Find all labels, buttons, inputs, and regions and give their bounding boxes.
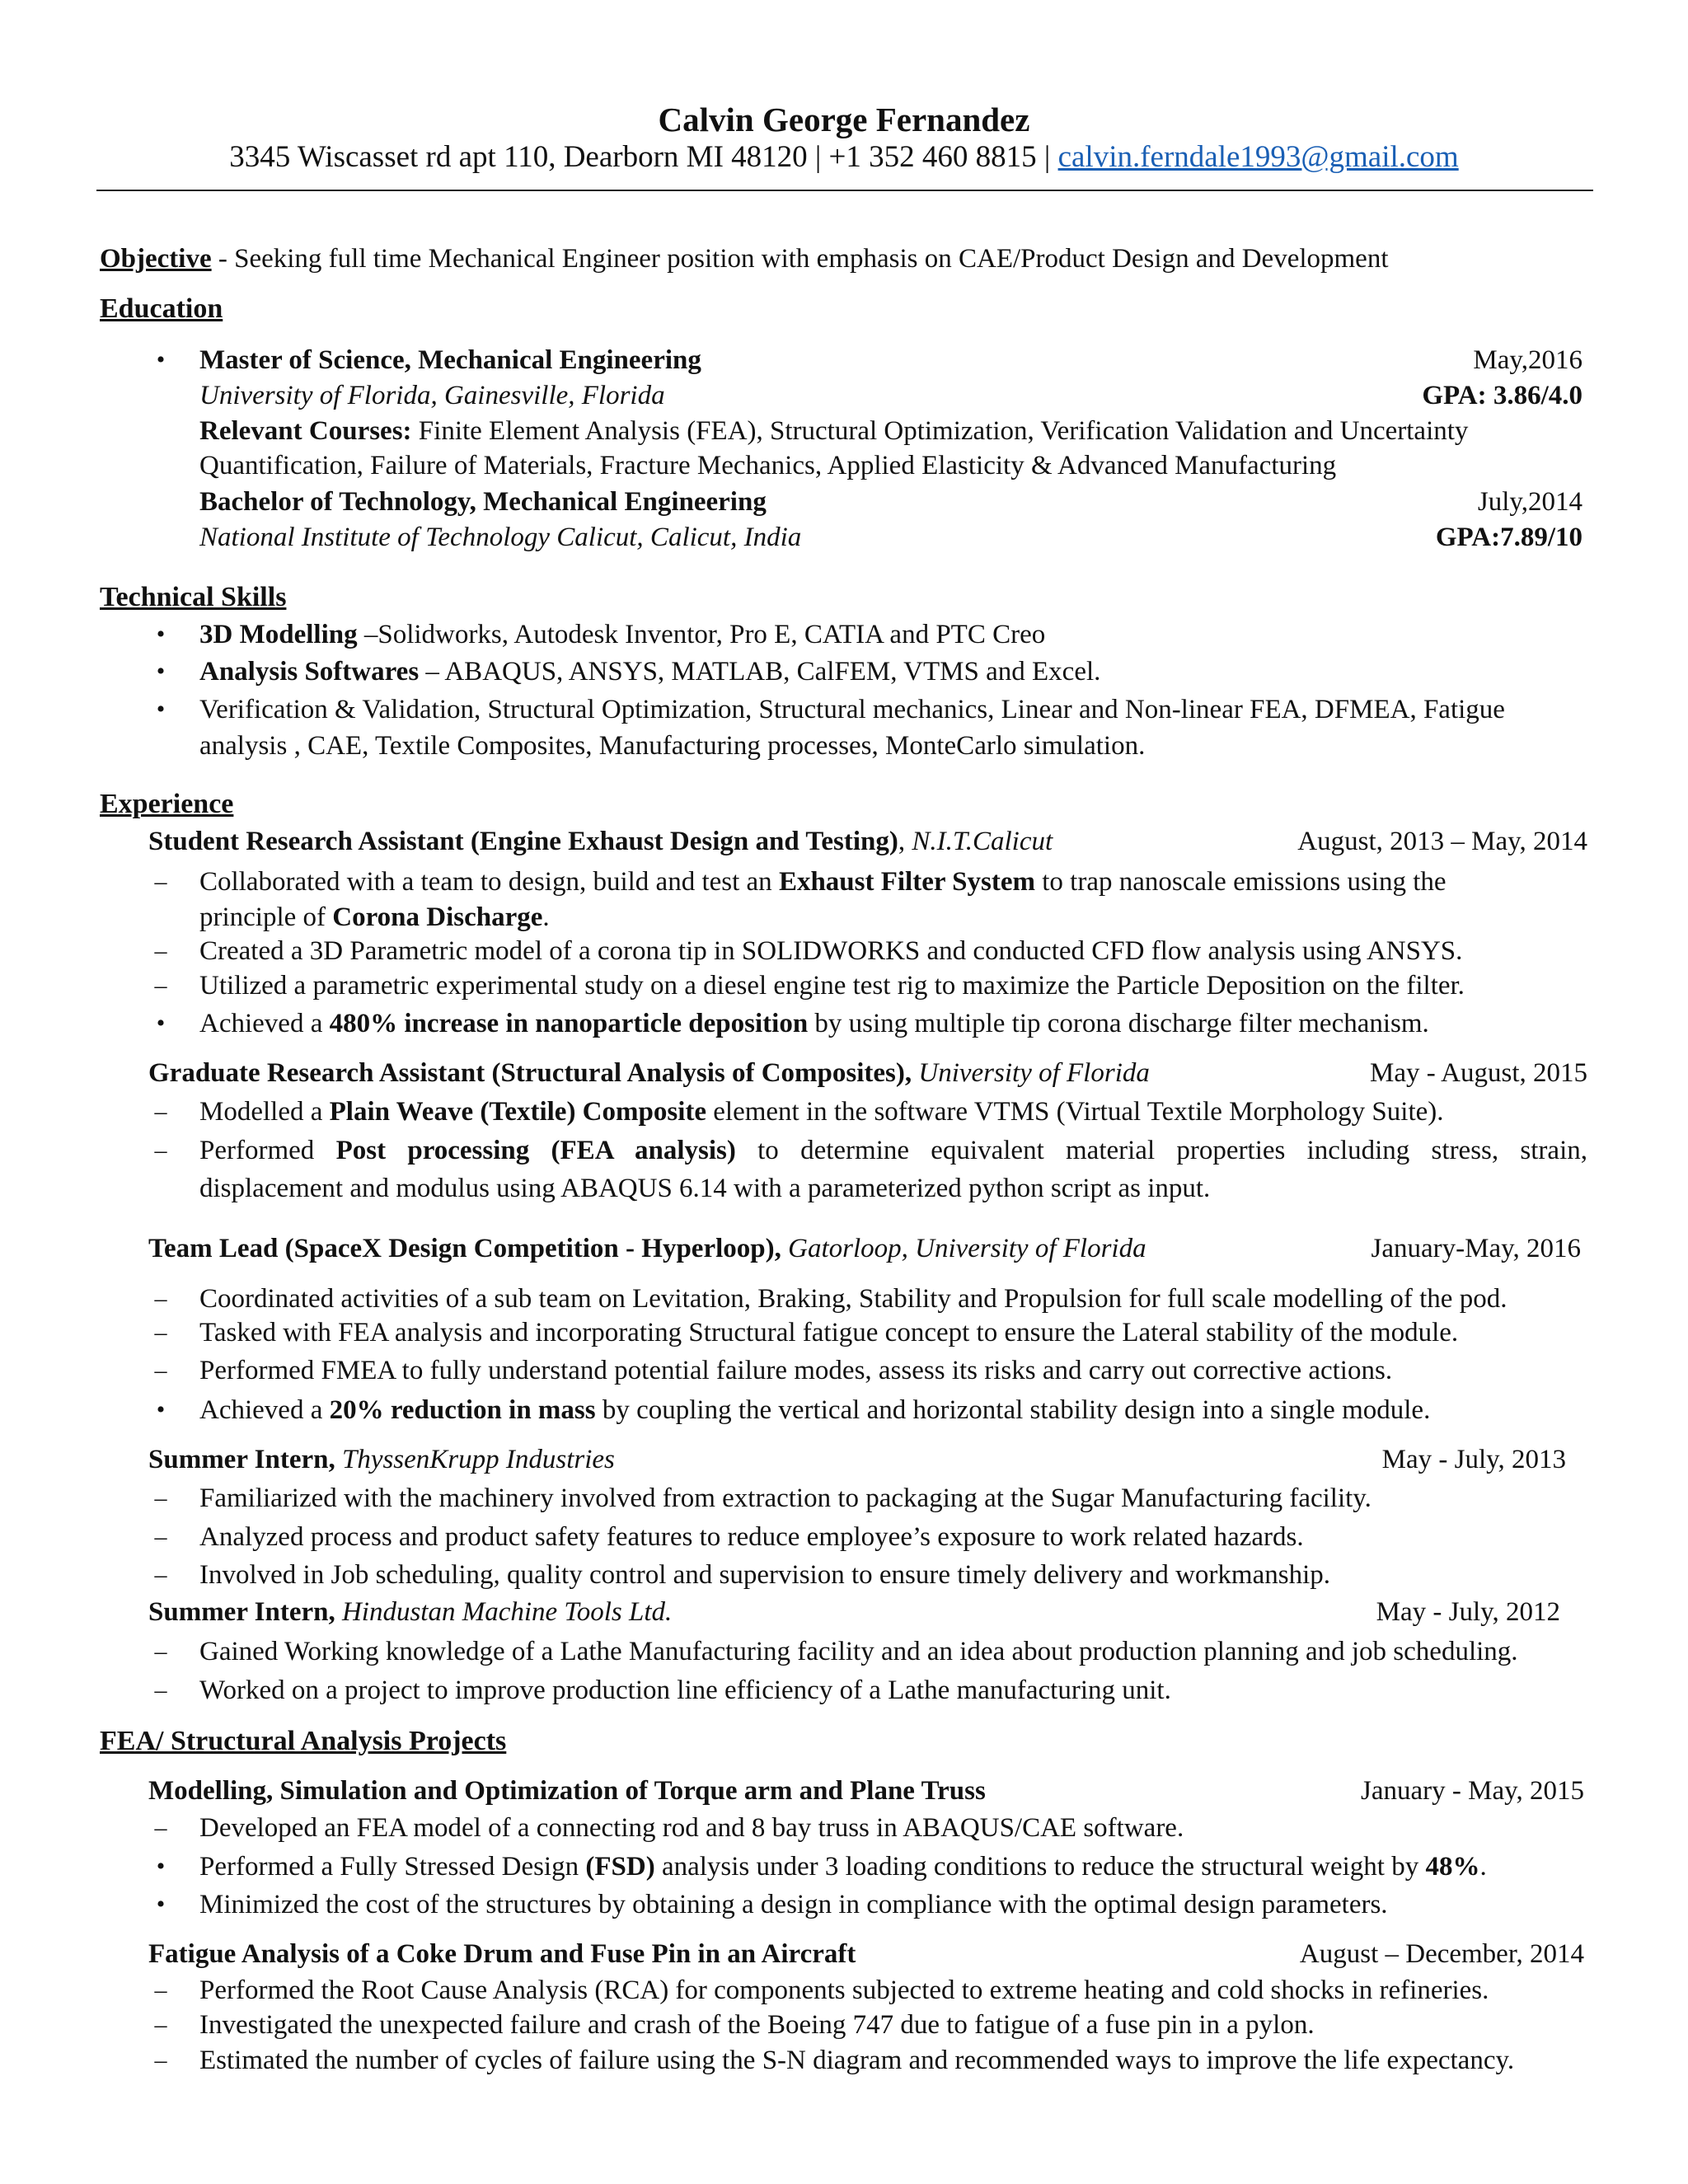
job-date: May - August, 2015: [1370, 1058, 1587, 1088]
job-bullet: Created a 3D Parametric model of a corona tip in SOLIDWORKS and conducted CFD flow analysis using ANSYS.: [199, 936, 1463, 966]
job-bullet: Gained Working knowledge of a Lathe Manufacturing facility and an idea about production planning and job scheduling.: [199, 1637, 1518, 1666]
objective-text: - Seeking full time Mechanical Engineer position with emphasis on CAE/Product Design and Development: [211, 244, 1389, 274]
job-bullet: Coordinated activities of a sub team on Levitation, Braking, Stability and Propulsion for full scale modelling of the pod.: [199, 1284, 1507, 1314]
job-bullet: Involved in Job scheduling, quality control and supervision to ensure timely delivery and workmanship.: [199, 1560, 1330, 1590]
job-bullet: Collaborated with a team to design, build and test an Exhaust Filter System to trap nanoscale emissions using the: [199, 867, 1447, 897]
ms-degree: Master of Science, Mechanical Engineering: [199, 345, 701, 375]
dash-marker: –: [154, 1319, 167, 1346]
job-bullet: Tasked with FEA analysis and incorporating Structural fatigue concept to ensure the Lateral stability of the module.: [199, 1318, 1459, 1347]
bullet-marker: •: [156, 346, 166, 373]
contact-address: 3345 Wiscasset rd apt 110, Dearborn MI 48120 | +1 352 460 8815 |: [229, 140, 1058, 174]
ms-date: May,2016: [1473, 345, 1582, 375]
skill-general: Verification & Validation, Structural Optimization, Structural mechanics, Linear and Non-linear FEA, DFMEA, Fatigue: [199, 695, 1505, 724]
job-bullet: Analyzed process and product safety features to reduce employee’s exposure to work related hazards.: [199, 1522, 1304, 1552]
project-bullet: Developed an FEA model of a connecting rod and 8 bay truss in ABAQUS/CAE software.: [199, 1813, 1184, 1843]
contact-line: [0, 140, 1688, 175]
project-bullet: Performed a Fully Stressed Design (FSD) analysis under 3 loading conditions to reduce the structural weight by 48%.: [199, 1852, 1487, 1882]
objective-label: Objective: [100, 244, 212, 274]
dash-marker: –: [154, 937, 167, 964]
bt-gpa: GPA:7.89/10: [1435, 523, 1582, 552]
bt-school: National Institute of Technology Calicut, Calicut, India: [199, 523, 802, 552]
bullet-marker: •: [156, 621, 166, 648]
bullet-marker: •: [156, 1396, 166, 1423]
skill-analysis: Analysis Softwares – ABAQUS, ANSYS, MATLAB, CalFEM, VTMS and Excel.: [199, 657, 1101, 687]
dash-marker: –: [154, 1523, 167, 1550]
email-link[interactable]: calvin.ferndale1993@gmail.com: [1057, 140, 1459, 174]
project-date: January - May, 2015: [1361, 1776, 1584, 1806]
dash-marker: –: [154, 1814, 167, 1841]
project-bullet: Performed the Root Cause Analysis (RCA) for components subjected to extreme heating and cold shocks in refineries.: [199, 1975, 1489, 2005]
project-title: Modelling, Simulation and Optimization of Torque arm and Plane Truss: [148, 1776, 986, 1806]
dash-marker: –: [154, 1676, 167, 1704]
job-bullet: Performed Post processing (FEA analysis) to determine equivalent material properties including stress, strain,: [199, 1136, 1587, 1165]
job-bullet-cont: displacement and modulus using ABAQUS 6.14 with a parameterized python script as input.: [199, 1174, 1211, 1203]
dash-marker: –: [154, 1484, 167, 1511]
project-bullet: Estimated the number of cycles of failure using the S-N diagram and recommended ways to improve the life expectancy.: [199, 2046, 1515, 2075]
dash-marker: –: [154, 2046, 167, 2074]
job-date: January-May, 2016: [1371, 1234, 1581, 1263]
dash-marker: –: [154, 1638, 167, 1665]
bullet-marker: •: [156, 1891, 166, 1918]
project-title: Fatigue Analysis of a Coke Drum and Fuse Pin in an Aircraft: [148, 1939, 856, 1969]
job-date: August, 2013 – May, 2014: [1297, 827, 1587, 856]
bt-date: July,2014: [1477, 487, 1582, 517]
skills-heading: Technical Skills: [100, 582, 287, 612]
dash-marker: –: [154, 2011, 167, 2038]
dash-marker: –: [154, 1976, 167, 2004]
bt-degree: Bachelor of Technology, Mechanical Engineering: [199, 487, 767, 517]
dash-marker: –: [154, 1098, 167, 1125]
objective-line: [100, 241, 1389, 276]
dash-marker: –: [154, 868, 167, 895]
job-bullet: Worked on a project to improve production line efficiency of a Lathe manufacturing unit.: [199, 1675, 1171, 1705]
project-bullet: Investigated the unexpected failure and crash of the Boeing 747 due to fatigue of a fuse pin in a pylon.: [199, 2010, 1315, 2040]
job-title: Student Research Assistant (Engine Exhaust Design and Testing), N.I.T.Calicut: [148, 827, 1053, 856]
dash-marker: –: [154, 972, 167, 999]
relevant-courses: Relevant Courses: Finite Element Analysis (FEA), Structural Optimization, Verification Validation and Uncertainty: [199, 416, 1469, 446]
bullet-marker: •: [156, 1853, 166, 1880]
candidate-name: Calvin George Fernandez: [658, 101, 1030, 138]
projects-heading: FEA/ Structural Analysis Projects: [100, 1726, 507, 1756]
skill-general-cont: analysis , CAE, Textile Composites, Manufacturing processes, MonteCarlo simulation.: [199, 731, 1146, 761]
ms-school: University of Florida, Gainesville, Florida: [199, 381, 665, 410]
dash-marker: –: [154, 1285, 167, 1312]
job-date: May - July, 2013: [1381, 1445, 1566, 1474]
bullet-marker: •: [156, 696, 166, 723]
job-bullet: Achieved a 480% increase in nanoparticle deposition by using multiple tip corona discharge filter mechanism.: [199, 1009, 1429, 1038]
dash-marker: –: [154, 1561, 167, 1588]
project-bullet: Minimized the cost of the structures by obtaining a design in compliance with the optimal design parameters.: [199, 1890, 1388, 1919]
relevant-courses-cont: Quantification, Failure of Materials, Fracture Mechanics, Applied Elasticity & Advanced Manufacturing: [199, 451, 1337, 480]
job-date: May - July, 2012: [1376, 1597, 1560, 1627]
ms-gpa: GPA: 3.86/4.0: [1422, 381, 1582, 410]
project-date: August – December, 2014: [1299, 1939, 1584, 1969]
job-title: Summer Intern, Hindustan Machine Tools Ltd.: [148, 1597, 673, 1627]
job-title: Team Lead (SpaceX Design Competition - Hyperloop), Gatorloop, University of Florida: [148, 1234, 1146, 1263]
job-bullet: Achieved a 20% reduction in mass by coupling the vertical and horizontal stability design into a single module.: [199, 1395, 1431, 1425]
experience-heading: Experience: [100, 789, 234, 819]
job-bullet: Performed FMEA to fully understand potential failure modes, assess its risks and carry out corrective actions.: [199, 1356, 1393, 1385]
bullet-marker: •: [156, 1010, 166, 1037]
job-bullet: Familiarized with the machinery involved from extraction to packaging at the Sugar Manufacturing facility.: [199, 1483, 1372, 1513]
education-heading: Education: [100, 293, 223, 324]
dash-marker: –: [154, 1137, 167, 1164]
job-title: Graduate Research Assistant (Structural Analysis of Composites), University of Florida: [148, 1058, 1150, 1088]
skill-3d-modelling: 3D Modelling –Solidworks, Autodesk Inventor, Pro E, CATIA and PTC Creo: [199, 620, 1046, 649]
bullet-marker: •: [156, 658, 166, 685]
dash-marker: –: [154, 1357, 167, 1384]
job-bullet: Modelled a Plain Weave (Textile) Composite element in the software VTMS (Virtual Textile Morphology Suite).: [199, 1097, 1444, 1127]
job-bullet: Utilized a parametric experimental study on a diesel engine test rig to maximize the Particle Deposition on the filter.: [199, 971, 1465, 1001]
job-title: Summer Intern, ThyssenKrupp Industries: [148, 1445, 615, 1474]
header-divider: [96, 190, 1593, 191]
job-bullet-cont: principle of Corona Discharge.: [199, 902, 550, 932]
